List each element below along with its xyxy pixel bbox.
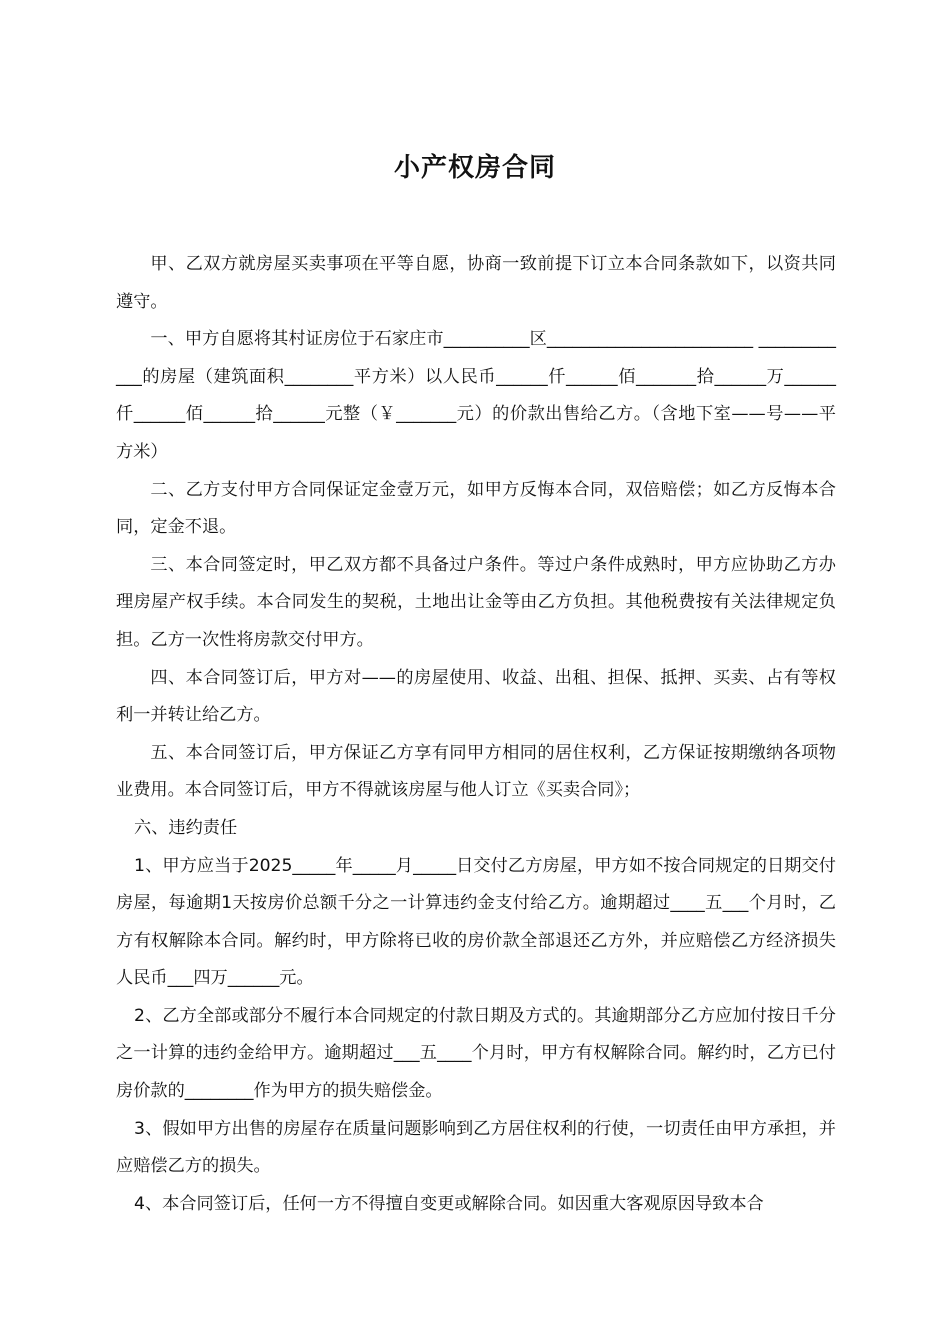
clause-3-transfer-conditions: 三、本合同签定时，甲乙双方都不具备过户条件。等过户条件成熟时，甲方应协助乙方办理房屋产权手续。本合同发生的契税，土地出让金等由乙方负担。其他税费按有关法律规定负担。乙方一次性将房款交付甲方。: [116, 554, 836, 650]
preamble-paragraph: 甲、乙双方就房屋买卖事项在平等自愿，协商一致前提下订立本合同条款如下，以资共同遵守。: [116, 254, 836, 312]
clause-5-residence-rights: 五、本合同签订后，甲方保证乙方享有同甲方相同的居住权利，乙方保证按期缴纳各项物业费用。本合同签订后，甲方不得就该房屋与他人订立《买卖合同》；: [116, 742, 836, 801]
liability-item-4: 4、本合同签订后，任何一方不得擅自变更或解除合同。如因重大客观原因导致本合: [134, 1193, 764, 1214]
clause-2-deposit: 二、乙方支付甲方合同保证定金壹万元，如甲方反悔本合同，双倍赔偿；如乙方反悔本合同，定金不退。: [116, 479, 836, 538]
section-6-heading: 六、违约责任: [134, 817, 238, 838]
liability-item-3: 3、假如甲方出售的房屋存在质量问题影响到乙方居住权利的行使，一切责任由甲方承担，并应赔偿乙方的损失。: [116, 1118, 836, 1177]
document-title: 小产权房合同: [393, 153, 556, 184]
clause-1-property-sale: 一、甲方自愿将其村证房位于石家庄市__________区________________________ ____________的房屋（建筑面积________平方米）以人民币______仟______佰_______拾______万______仟______佰______拾______元整（￥_______元）的价款出售给乙方。（含地下室——号——平方米）: [116, 329, 836, 462]
contract-body: [116, 246, 836, 1223]
liability-item-2: 2、乙方全部或部分不履行本合同规定的付款日期及方式的。其逾期部分乙方应加付按日千分之一计算的违约金给甲方。逾期超过___五____个月时，甲方有权解除合同。解约时，乙方已付房价款的________作为甲方的损失赔偿金。: [116, 1005, 836, 1102]
liability-item-1: 1、甲方应当于2025_____年_____月_____日交付乙方房屋，甲方如不按合同规定的日期交付房屋，每逾期1天按房价总额千分之一计算违约金支付给乙方。逾期超过____五___个月时，乙方有权解除本合同。解约时，甲方除将已收的房价款全部退还乙方外，并应赔偿乙方经济损失人民币___四万______元。: [116, 855, 836, 989]
clause-4-rights-transfer: 四、本合同签订后，甲方对——的房屋使用、收益、出租、担保、抵押、买卖、占有等权利一并转让给乙方。: [116, 667, 836, 726]
